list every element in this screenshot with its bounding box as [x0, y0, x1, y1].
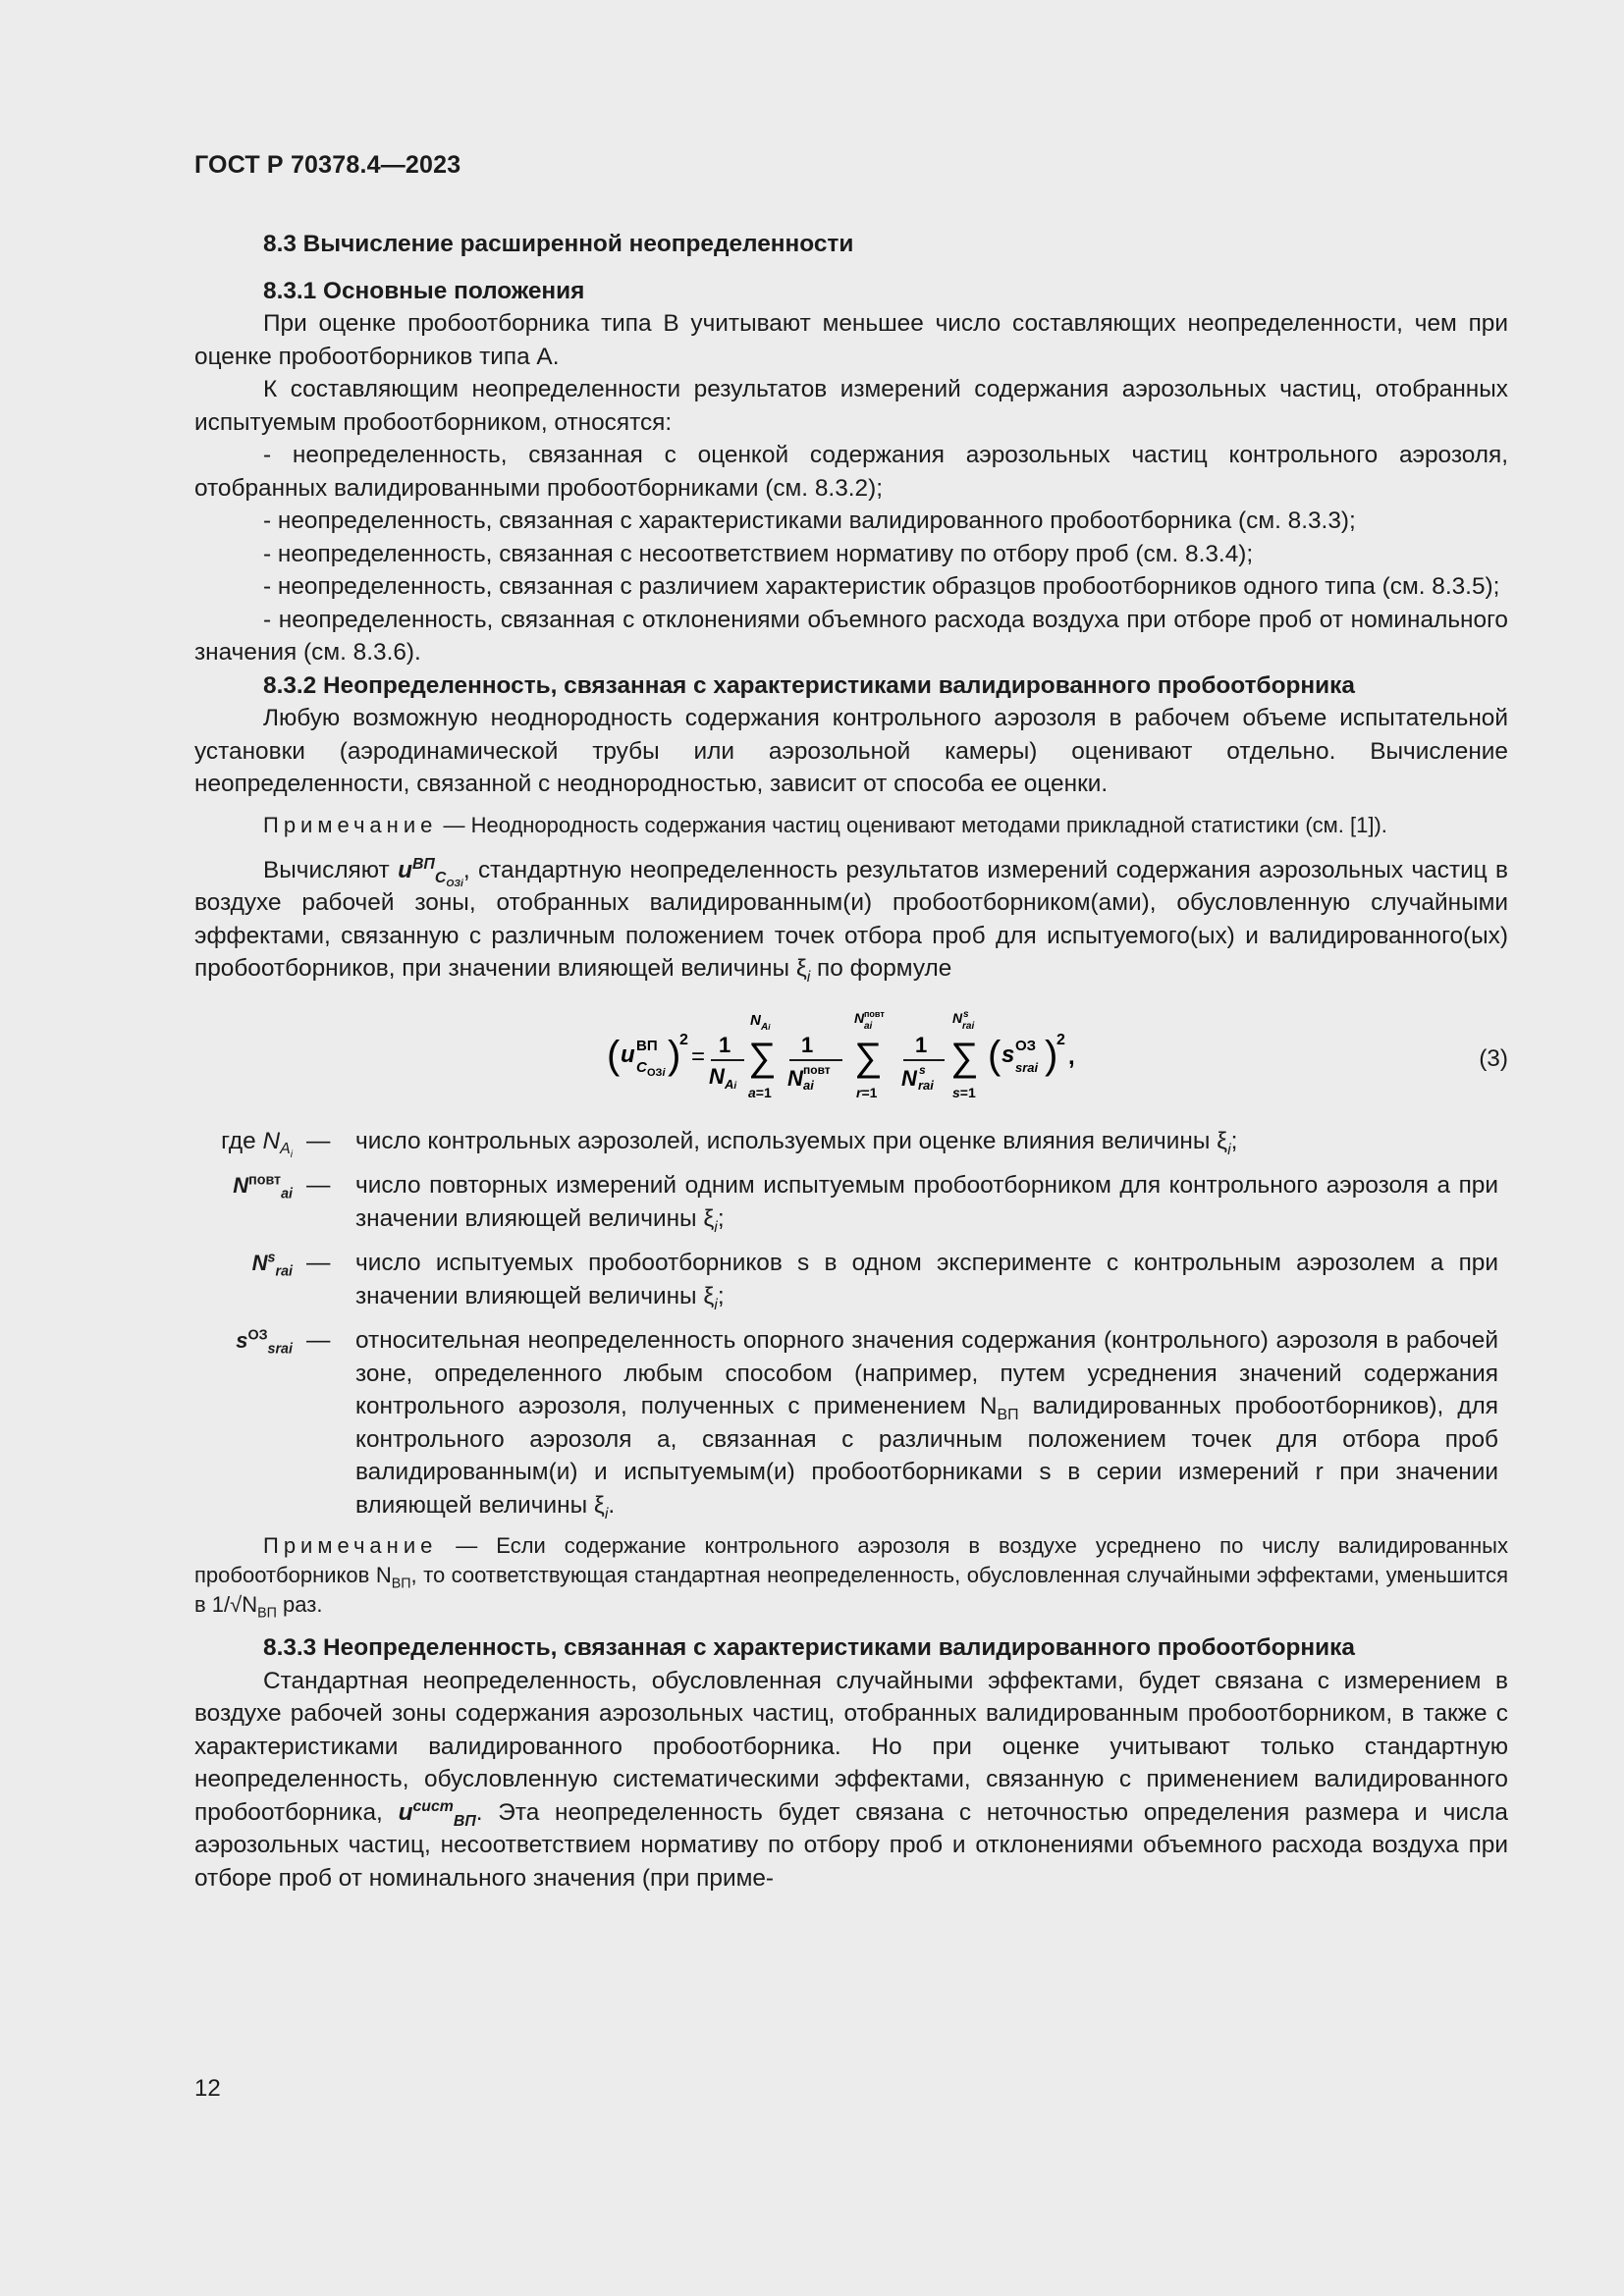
- paragraph: Любую возможную неоднородность содержания контрольного аэрозоля в рабочем объеме испытательной установки (аэродинамической трубы или аэрозольной камеры) оценивают отдельно. Вычисление неопределенности, связанной с неоднородностью, зависит от способа ее оценки.: [194, 705, 1508, 797]
- definition-text: относительная неопределенность опорного значения содержания (контрольного) аэрозоля в рабочей зоне, определенного любым способом (например, путем усреднения значений содержания контрольного аэрозоля, полученных с применением $N_{ВП}$ валидированных пробоотборников), для контрольного аэрозоля a, связанная с различным положением точек для отбора проб валидированным(и) и испытуемым(и) пробоотборниками s в серии измерений r при значении влияющей величины $\xi_i$.: [355, 1327, 1499, 1522]
- definition-symbol: $s^{ОЗ}_{srai}$: [236, 1327, 293, 1358]
- svg-text:2: 2: [1056, 1031, 1065, 1048]
- svg-text:s=1: s=1: [952, 1084, 976, 1100]
- document-body: [194, 228, 1508, 1895]
- svg-text:Ai: Ai: [725, 1076, 737, 1092]
- svg-text:∑: ∑: [950, 1035, 979, 1079]
- text-run: по формуле: [810, 955, 952, 982]
- note-text: — Если содержание контрольного аэрозоля в воздухе усреднено по числу валидированных пробоотборников N: [194, 1533, 1508, 1587]
- definition-text: число повторных измерений одним испытуемым пробоотборником для контрольного аэрозоля a при значении влияющей величины $\xi_i$;: [355, 1172, 1498, 1236]
- document-header: ГОСТ Р 70378.4—2023: [194, 151, 461, 179]
- svg-text:): ): [668, 1033, 681, 1077]
- svg-text:N: N: [750, 1011, 761, 1029]
- svg-text:=: =: [691, 1042, 706, 1070]
- svg-text:u: u: [621, 1041, 635, 1068]
- definition-symbol: где $N_{A_i}$: [221, 1127, 293, 1161]
- note: Примечание — Если содержание контрольного аэрозоля в воздухе усреднено по числу валидированных пробоотборников $N_{ВП}$, то соответствующая стандартная неопределенность, обусловленная случайными эффектами, уменьшится в $1/√N_{ВП}$ раз.: [194, 1533, 1508, 1622]
- definition-dash: —: [306, 1250, 331, 1276]
- svg-text:C: C: [636, 1058, 647, 1076]
- note-text: раз.: [276, 1592, 323, 1617]
- where-label: где: [221, 1127, 256, 1154]
- definition-dash: —: [306, 1127, 331, 1154]
- section-title-8-3-3: 8.3.3 Неопределенность, связанная с характеристиками валидированного пробоотборника: [263, 1634, 1355, 1661]
- u-vp-symbol: $u^{ВП}_{C_{ОЗi}}$: [398, 855, 463, 890]
- paragraph: [194, 1665, 1508, 1896]
- svg-text:,: ,: [1068, 1042, 1075, 1070]
- text-run: число повторных измерений одним испытуемым пробоотборником для контрольного аэрозоля a при значении влияющей величины ξ: [355, 1172, 1498, 1232]
- svg-text:ОЗ: ОЗ: [1015, 1037, 1037, 1054]
- svg-text:ai: ai: [864, 1020, 873, 1032]
- svg-text:∑: ∑: [748, 1035, 777, 1079]
- list-item: - неопределенность, связанная с отклонениями объемного расхода воздуха при отборе проб от номинального значения (см. 8.3.6).: [194, 606, 1508, 666]
- formula-graphic: [607, 995, 1294, 1111]
- text-run: Стандартная неопределенность, обусловленная случайными эффектами, будет связана с измерением в воздухе рабочей зоны содержания аэрозольных частиц, отобранных валидированным пробоотборником, в также с характеристиками валидированного пробоотборника. Но при оценке учитывают только стандартную неопределенность, обусловленную систематическими эффектами, связанную с применением валидированного пробоотборника,: [194, 1667, 1508, 1826]
- svg-text:N: N: [952, 1009, 963, 1026]
- text-run: число контрольных аэрозолей, используемых при оценке влияния величины ξ: [355, 1127, 1228, 1154]
- svg-text:N: N: [901, 1065, 917, 1091]
- text-run: валидированных пробоотборников), для контрольного аэрозоля a, связанная с различным положением точек для отбора проб валидированным(и) и испытуемым(и) пробоотборниками s в серии измерений r при значении влияющей величины ξ: [355, 1393, 1499, 1519]
- formula-3: [194, 995, 1508, 1111]
- note-text: — Неоднородность содержания частиц оценивают методами прикладной статистики (см. [1]).: [437, 812, 1387, 837]
- svg-text:N: N: [709, 1063, 725, 1089]
- svg-text:2: 2: [679, 1031, 688, 1048]
- text-run: относительная неопределенность опорного значения содержания (контрольного) аэрозоля в рабочей зоне, определенного любым способом (например, путем усреднения значений содержания контрольного аэрозоля, полученных с применением N: [355, 1327, 1498, 1419]
- svg-text:1: 1: [801, 1032, 814, 1057]
- paragraph: К составляющим неопределенности результатов измерений содержания аэрозольных частиц, отобранных испытуемым пробоотборником, относятся:: [194, 376, 1508, 436]
- formula-number: (3): [1479, 1044, 1508, 1072]
- svg-text:Ai: Ai: [761, 1021, 771, 1033]
- svg-text:ВП: ВП: [636, 1037, 658, 1054]
- svg-text:(: (: [607, 1033, 621, 1077]
- svg-text:ai: ai: [803, 1077, 814, 1093]
- note-label: Примечание: [263, 812, 438, 837]
- section-title-8-3: 8.3 Вычисление расширенной неопределенности: [263, 231, 854, 257]
- list-item: - неопределенность, связанная с различием характеристик образцов пробоотборников одного типа (см. 8.3.5);: [263, 573, 1500, 600]
- page-number: 12: [194, 2075, 221, 2102]
- text-run: Вычисляют: [263, 856, 399, 883]
- svg-text:∑: ∑: [854, 1035, 883, 1079]
- definition-dash: —: [306, 1172, 331, 1199]
- list-item: - неопределенность, связанная с оценкой содержания аэрозольных частиц контрольного аэрозоля, отобранных валидированными пробоотборниками (см. 8.3.2);: [194, 442, 1508, 502]
- definition-row: [194, 1324, 1508, 1522]
- svg-text:(: (: [988, 1033, 1001, 1077]
- svg-text:повт: повт: [864, 1008, 885, 1019]
- section-title-8-3-1: 8.3.1 Основные положения: [263, 277, 585, 304]
- text-run: . Эта неопределенность будет связана с неточностью определения размера и числа аэрозольных частиц, несоответствием нормативу по отбору проб и отклонениями объемного расхода воздуха при отборе проб от номинального значения (при приме-: [194, 1798, 1508, 1892]
- svg-text:повт: повт: [803, 1062, 831, 1077]
- text-run: , стандартную неопределенность результатов измерений содержания аэрозольных частиц в воздухе рабочей зоны, отобранных валидированным(и) пробоотборником(ами), обусловленную случайными эффектами, связанную с различным положением точек отбора проб для испытуемого(ых) и валидированного(ых) пробоотборников, при значении влияющей величины ξ: [194, 856, 1508, 982]
- paragraph: При оценке пробоотборника типа В учитывают меньшее число составляющих неопределенности, чем при оценке пробоотборников типа А.: [194, 310, 1508, 370]
- definition-text: число контрольных аэрозолей, используемых при оценке влияния величины $\xi_i$;: [355, 1127, 1238, 1158]
- definition-symbol: $N^{повт}_{ai}$: [233, 1172, 293, 1202]
- svg-text:srai: srai: [1015, 1059, 1039, 1075]
- svg-text:s: s: [919, 1062, 926, 1077]
- definition-row: [194, 1247, 1508, 1312]
- svg-text:ОЗi: ОЗi: [647, 1066, 666, 1079]
- note-text: , то соответствующая стандартная неопределенность, обусловленная случайными эффектами, уменьшится в 1/√N: [194, 1563, 1508, 1617]
- text-run: число испытуемых пробоотборников s в одном эксперименте с контрольным аэрозолем a при значении влияющей величины ξ: [355, 1250, 1498, 1309]
- svg-text:s: s: [963, 1008, 969, 1020]
- paragraph-formula-intro: Вычисляют $u^{ВП}_{C_{ОЗi}}$, стандартную неопределенность результатов измерений содержания аэрозольных частиц в воздухе рабочей зоны, отобранных валидированным(и) пробоотборником(ами), обусловленную случайными эффектами, связанную с различным положением точек отбора проб для испытуемого(ых) и валидированного(ых) пробоотборников, при значении влияющей величины $\xi_i$ по формуле: [194, 855, 1508, 986]
- section-title-8-3-2: 8.3.2 Неопределенность, связанная с характеристиками валидированного пробоотборника: [263, 671, 1355, 699]
- svg-text:rai: rai: [962, 1020, 975, 1032]
- definition-text: число испытуемых пробоотборников s в одном эксперименте с контрольным аэрозолем a при значении влияющей величины $\xi_i$;: [355, 1250, 1498, 1313]
- svg-text:N: N: [854, 1009, 865, 1026]
- definition-row: [194, 1169, 1508, 1235]
- svg-text:): ): [1045, 1033, 1058, 1077]
- list-item: - неопределенность, связанная с несоответствием нормативу по отбору проб (см. 8.3.4);: [263, 540, 1254, 567]
- definition-row: [194, 1125, 1508, 1161]
- note: [194, 811, 1508, 840]
- definitions-list: [194, 1125, 1508, 1522]
- svg-text:s: s: [1001, 1041, 1015, 1068]
- svg-text:a=1: a=1: [748, 1084, 772, 1100]
- svg-text:rai: rai: [918, 1077, 934, 1093]
- definition-dash: —: [306, 1327, 331, 1354]
- svg-text:1: 1: [719, 1032, 731, 1057]
- svg-text:N: N: [787, 1065, 803, 1091]
- u-sist-symbol: $u^{сист}_{ВП}$: [398, 1797, 476, 1830]
- definition-symbol: $N^s_{rai}$: [251, 1250, 293, 1280]
- svg-text:1: 1: [915, 1032, 928, 1057]
- svg-text:r=1: r=1: [856, 1084, 878, 1100]
- list-item: - неопределенность, связанная с характеристиками валидированного пробоотборника (см. 8.3.3);: [263, 507, 1356, 534]
- note-label: Примечание: [263, 1533, 438, 1558]
